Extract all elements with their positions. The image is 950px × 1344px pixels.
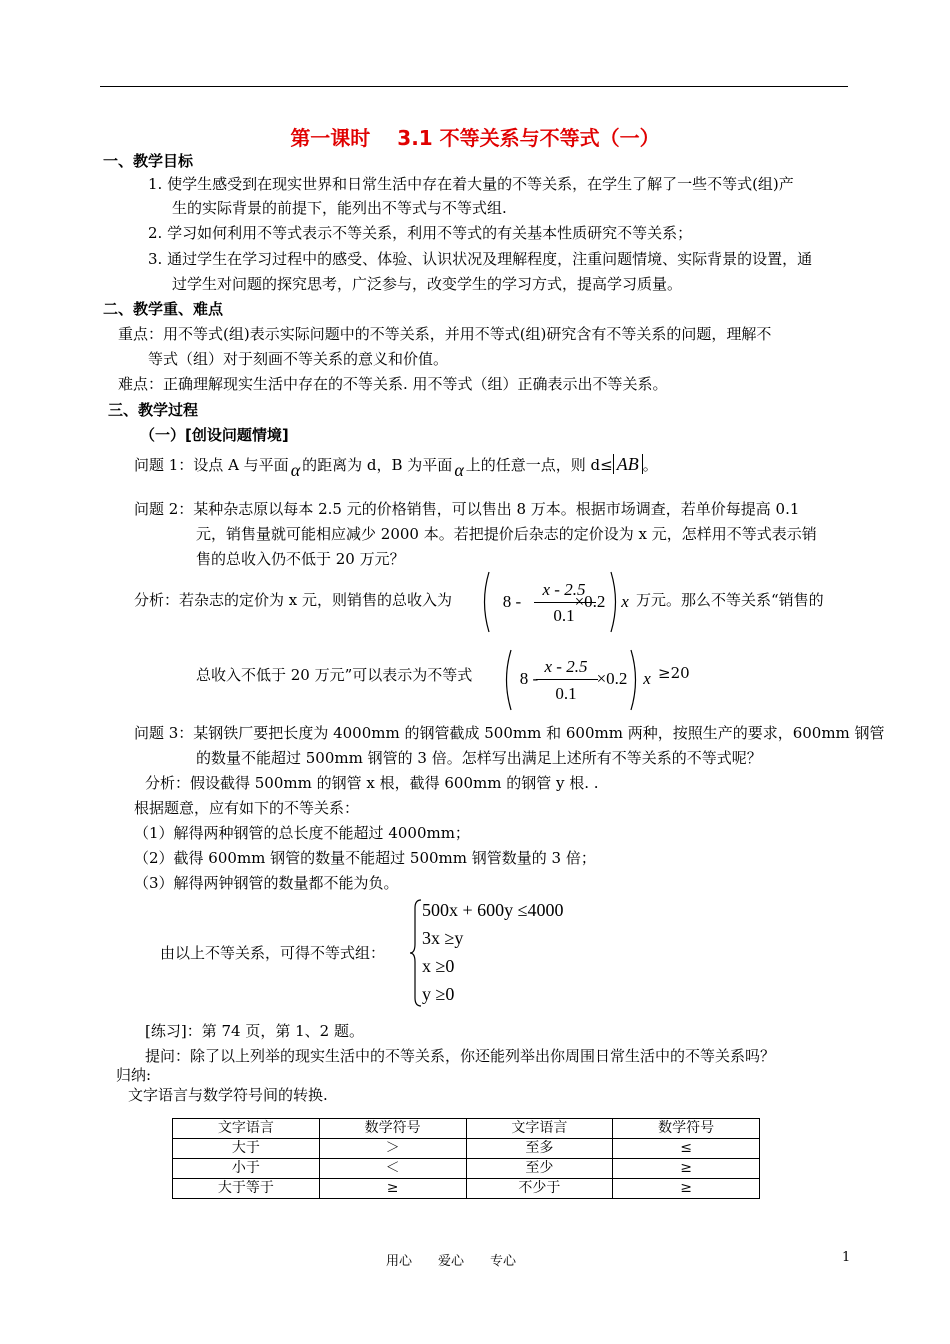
expr-8: 8 - xyxy=(502,592,522,611)
question-1-part-b: 的距离为 d，B 为平面 xyxy=(302,456,453,474)
table-cell: ≥ xyxy=(613,1179,760,1199)
table-cell: 至少 xyxy=(466,1159,613,1179)
inequality-4 xyxy=(422,984,454,1005)
expr-x-2: x xyxy=(643,669,651,688)
fraction-bar-2 xyxy=(536,679,598,680)
expr-times-2: ×0.2 xyxy=(596,669,628,688)
condition-3: （3）解得两钟钢管的数量都不能为负。 xyxy=(134,874,399,892)
analysis-3-intro: 根据题意，应有如下的不等关系： xyxy=(134,799,360,817)
footer-motto: 用心 爱心 专心 xyxy=(386,1254,517,1269)
inequality-3-text: x ≥0 xyxy=(422,956,455,976)
table-cell: 至多 xyxy=(466,1139,613,1159)
goal-2: 2. 学习如何利用不等式表示不等关系，利用不等式的有关基本性质研究不等关系； xyxy=(148,224,693,242)
question-3-line-2: 的数量不能超过 500mm 钢管的 3 倍。怎样写出满足上述所有不等关系的不等式呢？ xyxy=(196,749,762,767)
table-cell: ≥ xyxy=(613,1159,760,1179)
condition-1: （1）解得两种钢管的总长度不能超过 4000mm； xyxy=(134,824,470,842)
question-3-line-1: 问题 3：某钢铁厂要把长度为 4000mm 的钢管截成 500mm 和 600mm 两种，按照生产的要求，600mm 钢管 xyxy=(134,724,885,742)
analysis-2-pre: 分析：若杂志的定价为 x 元，则销售的总收入为 xyxy=(134,591,452,609)
table-cell: ＜ xyxy=(319,1159,466,1179)
analysis-2-line-2-post: ≥20 xyxy=(658,664,690,682)
conversion-table xyxy=(172,1118,760,1199)
table-cell: 大于 xyxy=(173,1139,320,1159)
goal-3-line-1: 3. 通过学生在学习过程中的感受、体验、认识状况及理解程度，注重问题情境、实际背景的设置，通 xyxy=(148,250,813,268)
condition-2: （2）截得 600mm 钢管的数量不能超过 500mm 钢管数量的 3 倍； xyxy=(134,849,596,867)
table-header-cell: 文字语言 xyxy=(173,1119,320,1139)
question-2-line-3: 售的总收入仍不低于 20 万元？ xyxy=(196,550,405,568)
expr-denominator: 0.1 xyxy=(553,606,575,625)
expr-numerator-text: x - 2.5 xyxy=(542,580,586,599)
table-header-cell: 数学符号 xyxy=(319,1119,466,1139)
table-cell: ≤ xyxy=(613,1139,760,1159)
table-row xyxy=(173,1139,760,1159)
expr-x: x xyxy=(621,592,629,611)
question-2-line-2: 元，销售量就可能相应减少 2000 本。若把提价后杂志的定价设为 x 元，怎样用不等式表示销 xyxy=(196,525,817,543)
summary-label: 归纳: xyxy=(116,1066,152,1084)
table-cell: 小于 xyxy=(173,1159,320,1179)
table-row xyxy=(173,1159,760,1179)
inequality-1-text: 500x + 600y ≤4000 xyxy=(422,900,564,920)
analysis-2-post: 万元。那么不等关系“销售的 xyxy=(636,591,824,609)
goal-3-line-2: 过学生对问题的探究思考，广泛参与，改变学生的学习方式，提高学习质量。 xyxy=(172,275,683,293)
question-1-part-c: 上的任意一点，则 d≤ xyxy=(465,456,613,474)
system-intro: 由以上不等关系，可得不等式组： xyxy=(160,944,386,962)
expr-numerator-2 xyxy=(536,657,596,677)
table-header-cell: 文字语言 xyxy=(466,1119,613,1139)
table-header-cell: 数学符号 xyxy=(613,1119,760,1139)
expr-times: ×0.2 xyxy=(574,592,606,611)
section-2-heading: 二、教学重、难点 xyxy=(103,300,224,318)
section-1-heading: 一、教学目标 xyxy=(103,152,194,170)
expr-8-2: 8 - xyxy=(519,669,539,688)
table-cell: 大于等于 xyxy=(173,1179,320,1199)
expr-denominator-2: 0.1 xyxy=(555,684,577,703)
question-1-end: 。 xyxy=(642,456,658,474)
practice: [练习]：第 74 页，第 1、2 题。 xyxy=(145,1022,364,1040)
inequality-2-text: 3x ≥y xyxy=(422,928,464,948)
page-number: 1 xyxy=(842,1250,851,1265)
question-1 xyxy=(134,454,658,480)
section-3-heading: 三、教学过程 xyxy=(108,401,199,419)
conversion-caption: 文字语言与数学符号间的转换. xyxy=(128,1086,328,1104)
subsection-heading: （一）[创设问题情境] xyxy=(140,426,289,444)
inequality-3 xyxy=(422,956,454,977)
key-point-line-1: 重点：用不等式(组)表示实际问题中的不等关系，并用不等式(组)研究含有不等关系的问题，理解不 xyxy=(118,325,772,343)
question-1-part-a: 问题 1：设点 A 与平面 xyxy=(134,456,289,474)
page-title: 第一课时 3.1 不等关系与不等式（一） xyxy=(290,126,660,150)
inequality-1 xyxy=(422,900,564,921)
table-cell: ＞ xyxy=(319,1139,466,1159)
key-point-line-2: 等式（组）对于刻画不等关系的意义和价值。 xyxy=(148,350,449,368)
table-row xyxy=(173,1179,760,1199)
alpha-symbol-2: α xyxy=(454,460,464,480)
expr-numerator-2-text: x - 2.5 xyxy=(544,657,588,676)
goal-1-line-2: 生的实际背景的前提下，能列出不等式与不等式组. xyxy=(172,199,507,217)
left-paren-icon xyxy=(478,570,492,634)
table-header-row xyxy=(173,1119,760,1139)
goal-1-line-1: 1. 使学生感受到在现实世界和日常生活中存在着大量的不等关系，在学生了解了一些不等式(组)产 xyxy=(148,175,794,193)
inequality-4-text: y ≥0 xyxy=(422,984,455,1004)
alpha-symbol: α xyxy=(290,460,301,480)
analysis-2-line-2-pre: 总收入不低于 20 万元”可以表示为不等式 xyxy=(196,666,473,684)
difficulty: 难点：正确理解现实生活中存在的不等关系. 用不等式（组）正确表示出不等关系。 xyxy=(118,375,668,393)
table-cell: 不少于 xyxy=(466,1179,613,1199)
top-rule xyxy=(100,86,848,87)
table-cell: ≥ xyxy=(319,1179,466,1199)
inequality-2 xyxy=(422,928,463,949)
question-2-line-1: 问题 2：某种杂志原以每本 2.5 元的价格销售，可以售出 8 万本。根据市场调查，若单价每提高 0.1 xyxy=(134,500,800,518)
discussion-question: 提问：除了以上列举的现实生活中的不等关系，你还能列举出你周围日常生活中的不等关系吗？ xyxy=(145,1047,776,1065)
ab-abs-value: AB xyxy=(613,454,643,474)
analysis-3: 分析：假设截得 500mm 的钢管 x 根，截得 600mm 的钢管 y 根. . xyxy=(145,774,599,792)
